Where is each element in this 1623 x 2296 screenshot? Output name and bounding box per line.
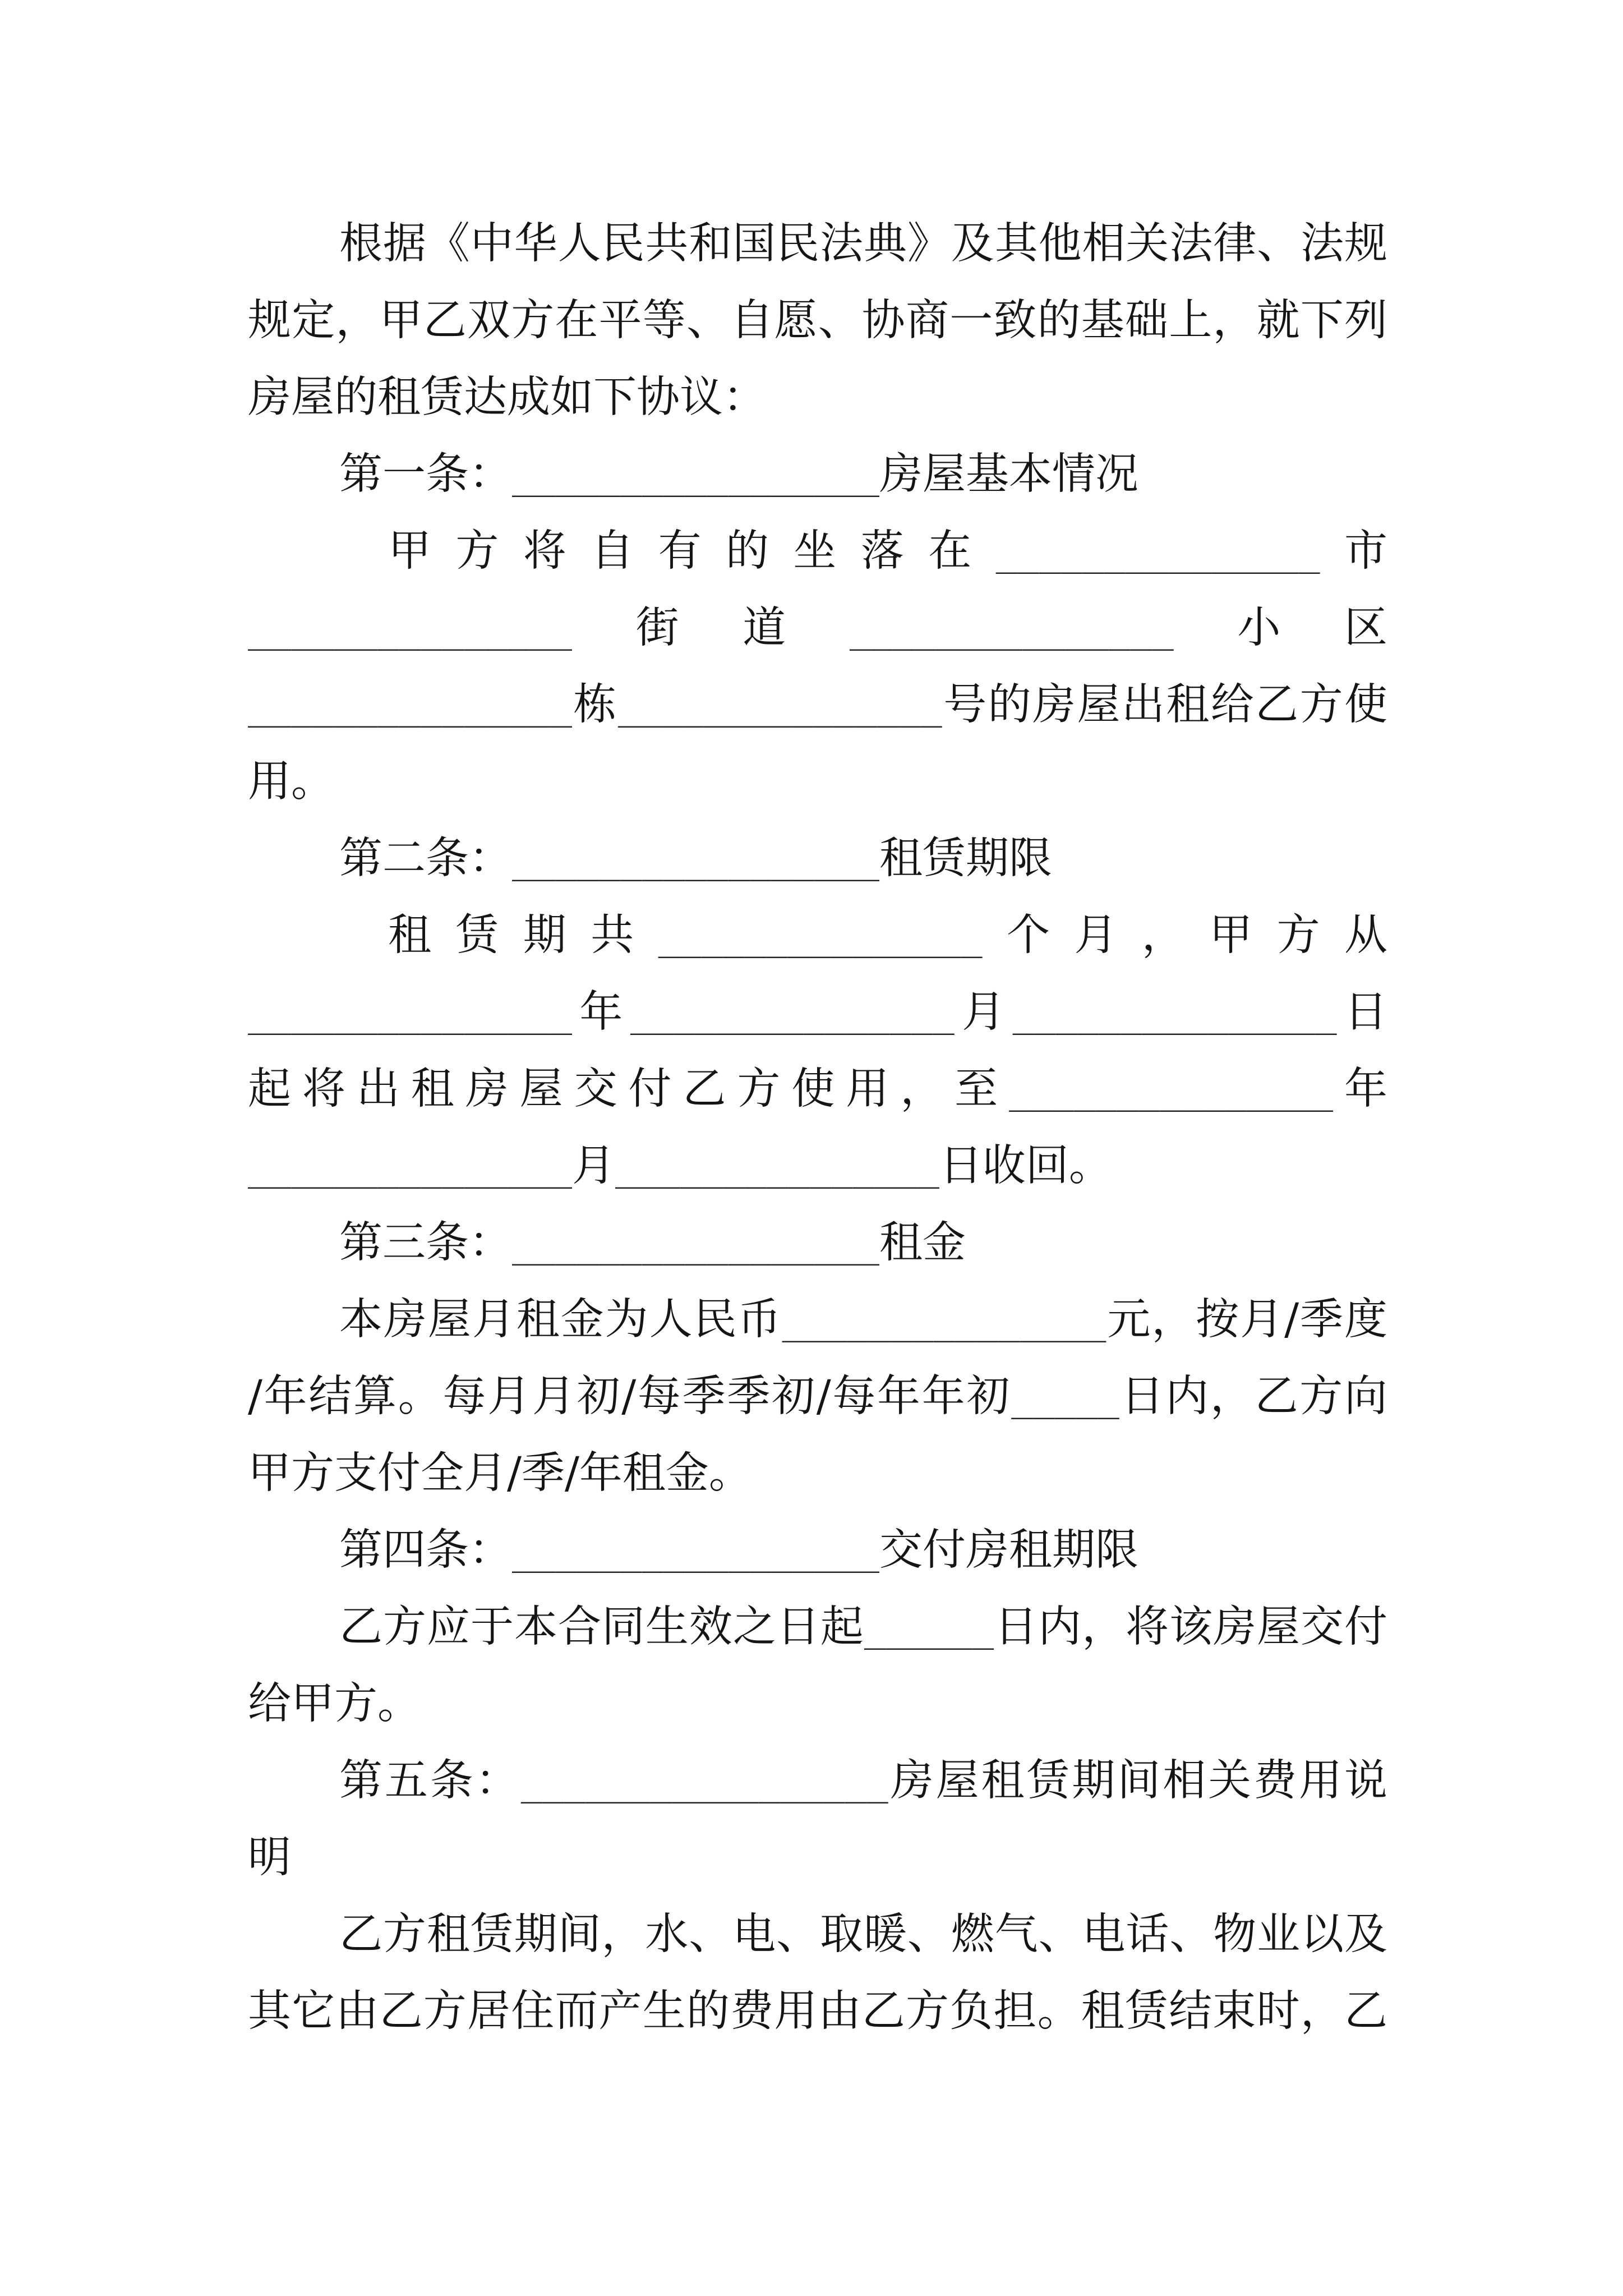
article-title: 房屋基本情况: [879, 449, 1139, 499]
article-title: 交付房租期限: [879, 1525, 1139, 1575]
line-text: 号的房屋出租给乙方使: [942, 680, 1387, 730]
text-line: [248, 666, 1387, 743]
fill-in-blank: _______________: [995, 533, 1320, 574]
line-text: 甲方支付全月/季/年租金。: [248, 1448, 752, 1498]
article-title: 租金: [879, 1218, 966, 1268]
article-number: 第二条：: [339, 834, 512, 884]
article-number: 第五条：: [339, 1756, 521, 1806]
text-line: [248, 974, 1387, 1051]
line-text: 甲方将自有的坐落在: [388, 526, 996, 576]
line-text: 日内，乙方向: [1119, 1372, 1388, 1421]
text-line: [248, 1051, 1387, 1128]
text-line: [248, 1973, 1387, 2050]
text-line: [248, 897, 1387, 974]
text-line: [248, 1281, 1387, 1358]
text-line: [248, 1819, 1387, 1896]
line-text: 用。: [248, 757, 334, 807]
fill-in-blank: _______________: [630, 994, 955, 1036]
line-text: 根据《中华人民共和国民法典》及其他相关法律、法规: [339, 219, 1387, 269]
contract-body: [248, 205, 1387, 2050]
fill-in-blank: _____: [1011, 1378, 1119, 1420]
line-text: 房屋的租赁达成如下协议：: [248, 372, 766, 422]
line-text: 乙方应于本合同生效之日起: [339, 1602, 864, 1652]
fill-in-blank: _______________: [1009, 1071, 1334, 1112]
text-line: [248, 1358, 1387, 1435]
text-line: [248, 590, 1387, 666]
fill-in-blank: _______________: [658, 917, 983, 959]
line-text: 年: [571, 987, 630, 1037]
fill-in-blank: _________________: [512, 1532, 880, 1573]
line-text: 个月，甲方从: [982, 910, 1388, 960]
fill-in-blank: _______________: [248, 610, 572, 651]
line-text: 年: [1333, 1064, 1388, 1114]
fill-in-blank: _______________: [248, 1148, 572, 1189]
line-text: 本房屋月租金为人民币: [339, 1295, 782, 1345]
text-line: [248, 1589, 1387, 1665]
fill-in-blank: ______: [864, 1609, 994, 1650]
text-line: [248, 282, 1387, 359]
fill-in-blank: _______________: [615, 1148, 939, 1189]
line-text: 日: [1336, 987, 1388, 1037]
article-heading: [248, 1742, 1387, 1819]
article-heading: [248, 820, 1387, 897]
fill-in-blank: _______________: [248, 994, 572, 1036]
article-title: 租赁期限: [879, 834, 1053, 884]
line-text: 日内，将该房屋交付: [994, 1602, 1388, 1652]
fill-in-blank: _________________: [512, 456, 880, 498]
line-text: 市: [1320, 526, 1388, 576]
fill-in-blank: _______________: [248, 687, 572, 728]
line-text: 栋: [571, 680, 618, 730]
line-text: 规定，甲乙双方在平等、自愿、协商一致的基础上，就下列: [248, 296, 1387, 346]
line-text: 乙方租赁期间，水、电、取暖、燃气、电话、物业以及: [339, 1910, 1387, 1959]
line-text: 给甲方。: [248, 1679, 421, 1729]
text-line: [248, 513, 1387, 590]
line-text: 月: [954, 987, 1013, 1037]
text-line: [248, 1665, 1387, 1742]
text-line: [248, 359, 1387, 436]
text-line: [248, 205, 1387, 282]
article-number: 第三条：: [339, 1218, 512, 1268]
line-text: /年结算。每月月初/每季季初/每年年初: [248, 1372, 1012, 1421]
article-title: 房屋租赁期间相关费用说: [888, 1756, 1388, 1806]
fill-in-blank: _________________: [520, 1763, 888, 1804]
text-line: [248, 743, 1387, 820]
line-text: 小区: [1173, 603, 1388, 653]
fill-in-blank: _______________: [1012, 994, 1337, 1036]
line-text: 租赁期共: [388, 910, 658, 960]
line-text: 月: [571, 1141, 615, 1191]
line-text: 街道: [571, 603, 850, 653]
line-text: 日收回。: [939, 1141, 1112, 1191]
article-heading: [248, 1204, 1387, 1281]
line-text: 起将出租房屋交付乙方使用，至: [248, 1064, 1009, 1114]
line-text: 其它由乙方居住而产生的费用由乙方负担。租赁结束时，乙: [248, 1986, 1387, 2036]
text-line: [248, 1435, 1387, 1512]
fill-in-blank: _______________: [782, 1301, 1106, 1343]
line-text: 元，按月/季度: [1106, 1295, 1387, 1345]
line-text: 明: [248, 1833, 291, 1883]
text-line: [248, 1896, 1387, 1973]
article-number: 第四条：: [339, 1525, 512, 1575]
fill-in-blank: _________________: [512, 1225, 880, 1266]
fill-in-blank: _______________: [617, 687, 942, 728]
article-heading: [248, 436, 1387, 513]
article-number: 第一条：: [339, 449, 512, 499]
text-line: [248, 1128, 1387, 1204]
article-heading: [248, 1512, 1387, 1589]
fill-in-blank: _________________: [512, 840, 880, 882]
fill-in-blank: _______________: [849, 610, 1174, 651]
